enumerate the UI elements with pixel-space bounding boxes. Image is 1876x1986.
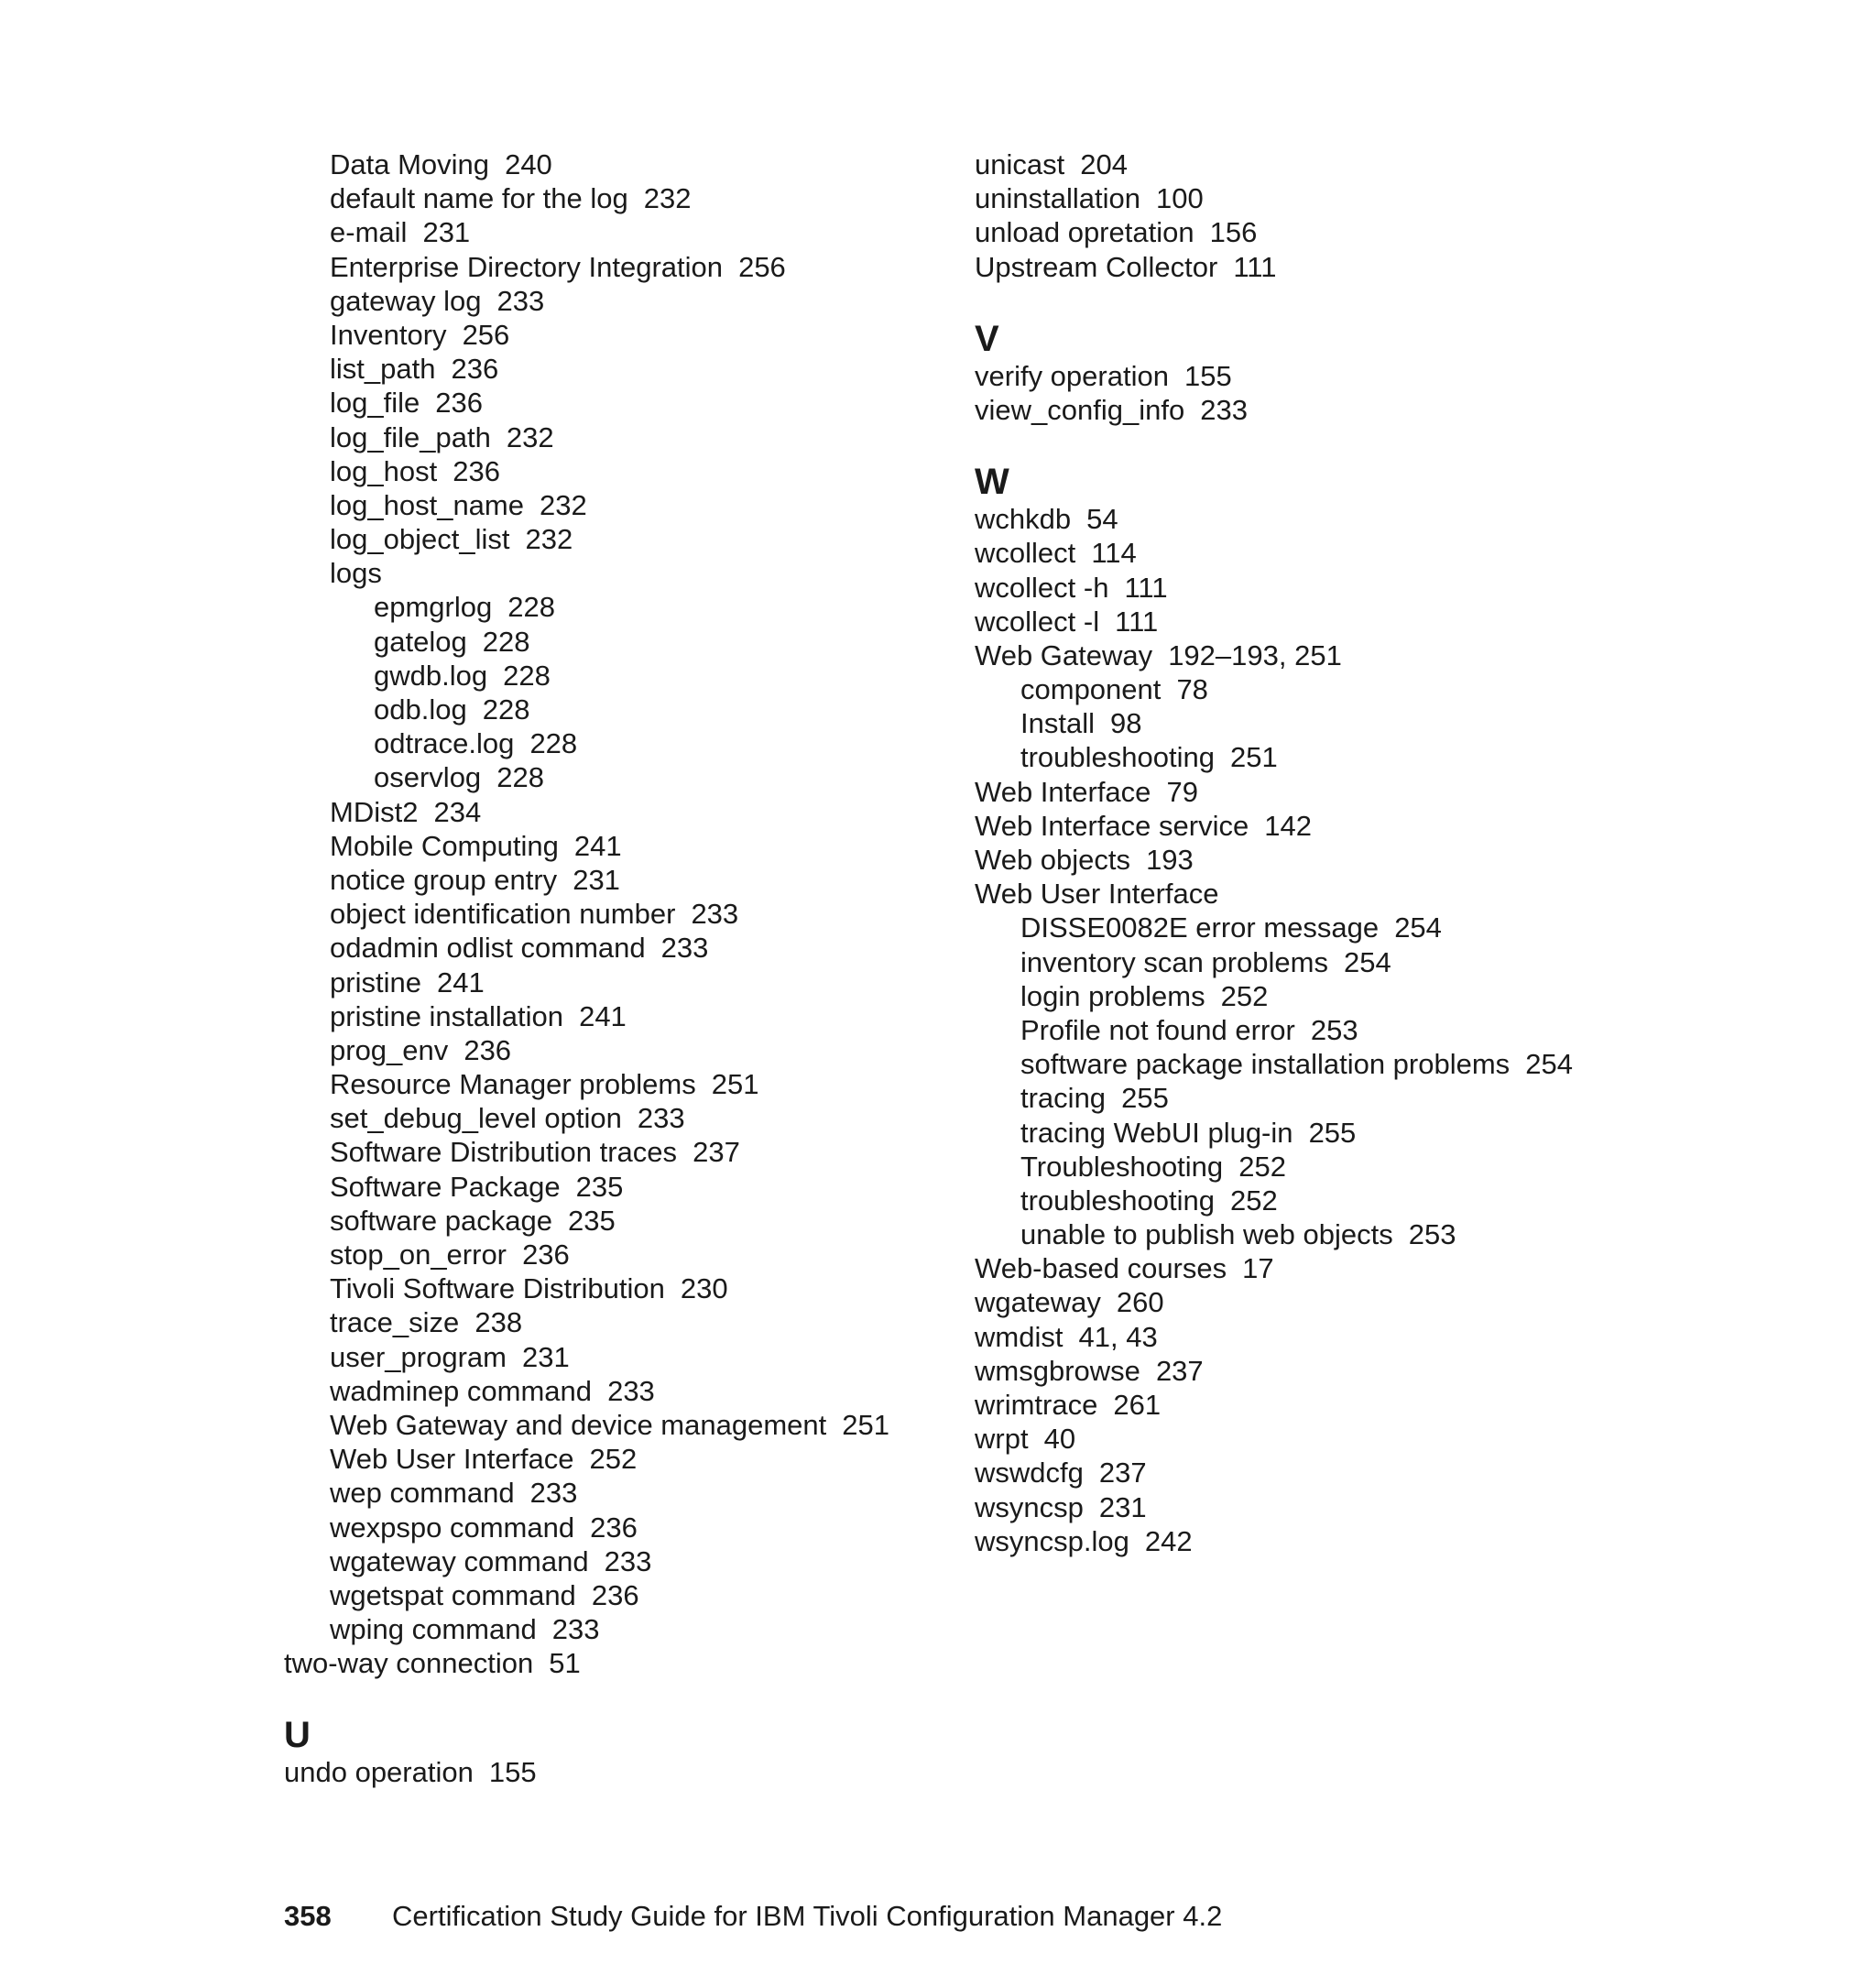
index-page-ref: 228 (507, 591, 556, 624)
index-term: list_path (330, 353, 436, 386)
index-page-ref: 261 (1113, 1389, 1162, 1421)
index-term: verify operation (975, 359, 1169, 392)
index-entry (284, 726, 889, 760)
index-term: login problems (1020, 979, 1205, 1012)
index-term: uninstallation (975, 182, 1140, 215)
index-page-ref: 241 (436, 966, 485, 998)
index-entry (975, 1150, 1573, 1184)
index-term: gateway log (330, 284, 482, 317)
index-page-ref: 228 (482, 625, 530, 658)
index-entry (284, 215, 889, 249)
index-entry (284, 625, 889, 659)
index-page-ref: 235 (568, 1204, 616, 1237)
index-page-ref: 232 (643, 182, 692, 215)
section-letter-heading: W (975, 462, 1009, 503)
index-page-ref: 231 (422, 216, 471, 249)
index-term: tracing WebUI plug-in (1020, 1116, 1293, 1149)
index-page-ref: 252 (589, 1443, 638, 1476)
index-entry (284, 1511, 889, 1544)
index-entry (284, 1101, 889, 1135)
index-page-ref: 41, 43 (1078, 1320, 1158, 1353)
page-footer (284, 1898, 1222, 1935)
index-page-ref: 251 (711, 1068, 759, 1101)
index-term: oservlog (374, 761, 482, 794)
index-term: default name for the log (330, 182, 628, 215)
index-entry (975, 1354, 1573, 1388)
index-term: log_file_path (330, 420, 491, 453)
index-term: user_program (330, 1340, 507, 1373)
index-page-ref: 111 (1115, 605, 1159, 638)
index-page-ref: 98 (1110, 707, 1142, 740)
index-entry (284, 352, 889, 386)
index-page-ref: 155 (488, 1756, 537, 1789)
index-page-ref: 233 (551, 1613, 600, 1646)
index-entry (284, 1544, 889, 1578)
index-term: odadmin odlist command (330, 932, 646, 965)
index-term: Web User Interface (330, 1443, 574, 1476)
index-term: stop_on_error (330, 1239, 507, 1271)
index-term: log_object_list (330, 523, 510, 556)
index-term: logs (330, 557, 382, 590)
index-term: troubleshooting (1020, 741, 1215, 774)
index-entry (975, 147, 1573, 181)
index-entry (284, 1135, 889, 1169)
index-term: log_host_name (330, 488, 524, 521)
index-entry (284, 420, 889, 454)
index-term: set_debug_level option (330, 1102, 622, 1135)
index-entry (975, 979, 1573, 1013)
index-entry (284, 897, 889, 931)
index-term: wrimtrace (975, 1389, 1098, 1421)
index-entry (284, 284, 889, 318)
index-page-ref: 232 (525, 523, 573, 556)
index-page-ref: 253 (1408, 1218, 1456, 1251)
index-entry (284, 1340, 889, 1374)
index-page-ref: 240 (505, 148, 552, 180)
index-entry (975, 877, 1573, 911)
section-gap (975, 427, 1573, 464)
index-column-left (284, 147, 889, 1790)
index-entry (975, 740, 1573, 774)
index-page-ref: 231 (522, 1340, 570, 1373)
index-entry (975, 1524, 1573, 1558)
index-page-ref: 78 (1176, 673, 1208, 706)
index-entry (975, 1456, 1573, 1490)
index-page-ref: 233 (691, 898, 739, 931)
book-title: Certification Study Guide for IBM Tivoli Configuration Manager 4.2 (392, 1900, 1223, 1932)
index-entry (284, 1238, 889, 1271)
index-entry (284, 522, 889, 556)
index-entry (284, 795, 889, 829)
index-entry (975, 1116, 1573, 1150)
index-page-ref: 233 (660, 932, 709, 965)
index-page-ref: 256 (738, 250, 786, 283)
index-page-ref: 233 (607, 1374, 655, 1407)
index-entry (284, 1170, 889, 1204)
index-page-ref: 100 (1156, 182, 1204, 215)
index-entry (284, 590, 889, 624)
index-entry (975, 1184, 1573, 1217)
index-entry (975, 181, 1573, 215)
index-page-ref: 54 (1086, 503, 1118, 536)
index-page-ref: 228 (482, 693, 530, 726)
index-entry (284, 1408, 889, 1442)
index-page-ref: 231 (1098, 1490, 1147, 1523)
index-term: wgateway (975, 1286, 1101, 1319)
index-entry (284, 556, 889, 590)
index-entry (975, 1422, 1573, 1456)
index-page-ref: 233 (604, 1544, 652, 1577)
index-entry (975, 536, 1573, 570)
index-term: component (1020, 673, 1162, 706)
index-page-ref: 228 (529, 727, 578, 760)
index-entry (284, 1067, 889, 1101)
index-page-ref: 51 (549, 1647, 581, 1680)
index-page-ref: 233 (1200, 393, 1248, 426)
index-entry (284, 1476, 889, 1510)
index-term: two-way connection (284, 1647, 534, 1680)
index-term: odb.log (374, 693, 467, 726)
index-entry (975, 1320, 1573, 1354)
index-term: log_host (330, 454, 438, 487)
index-page-ref: 233 (496, 284, 545, 317)
section-gap (975, 284, 1573, 321)
index-page-ref: 238 (474, 1306, 523, 1339)
index-term: MDist2 (330, 795, 419, 828)
index-term: wexpspo command (330, 1511, 575, 1544)
index-entry (284, 147, 889, 181)
index-page-ref: 228 (496, 761, 544, 794)
index-entry (284, 693, 889, 726)
index-entry (284, 250, 889, 284)
index-entry (284, 488, 889, 522)
index-entry (975, 843, 1573, 877)
index-page-ref: 231 (573, 863, 620, 896)
index-entry (284, 1612, 889, 1646)
index-term: gwdb.log (374, 659, 488, 692)
index-page-ref: 17 (1242, 1252, 1274, 1285)
index-term: wgateway command (330, 1544, 589, 1577)
index-entry (975, 605, 1573, 638)
index-entry (975, 638, 1573, 672)
index-page-ref: 236 (590, 1511, 638, 1544)
index-page-ref: 260 (1116, 1286, 1164, 1319)
index-column-right (975, 147, 1573, 1558)
index-page-ref: 232 (540, 488, 587, 521)
index-entry (284, 1271, 889, 1305)
index-entry (975, 571, 1573, 605)
index-entry (284, 1204, 889, 1238)
page-number: 358 (284, 1900, 332, 1932)
index-page-ref: 252 (1220, 979, 1269, 1012)
index-term: wmsgbrowse (975, 1354, 1140, 1387)
index-term: wadminep command (330, 1374, 593, 1407)
index-page-ref: 233 (637, 1102, 685, 1135)
index-term: wcollect -h (975, 571, 1109, 604)
index-term: wswdcfg (975, 1457, 1084, 1490)
index-entry (284, 1305, 889, 1339)
index-term: Web Gateway (975, 638, 1153, 671)
index-page-ref: 79 (1166, 775, 1198, 808)
index-entry (975, 393, 1573, 427)
index-term: Resource Manager problems (330, 1068, 696, 1101)
index-page-ref: 193 (1146, 844, 1194, 876)
index-term: unicast (975, 148, 1065, 180)
index-page-ref: 237 (693, 1136, 740, 1169)
index-term: prog_env (330, 1033, 449, 1066)
index-page-ref: 228 (503, 659, 551, 692)
index-entry (975, 1285, 1573, 1319)
index-page-ref: 237 (1155, 1354, 1204, 1387)
index-page-ref: 236 (435, 387, 484, 420)
index-term: Inventory (330, 318, 447, 351)
index-entry (284, 454, 889, 488)
index-term: Web-based courses (975, 1252, 1227, 1285)
index-page-ref: 241 (573, 829, 622, 862)
index-page-ref: 255 (1121, 1082, 1169, 1115)
index-term: wep command (330, 1477, 515, 1510)
index-entry (975, 359, 1573, 393)
index-entry (284, 1442, 889, 1476)
index-entry (975, 215, 1573, 249)
index-page-ref: 251 (842, 1408, 890, 1441)
index-term: DISSE0082E error message (1020, 911, 1380, 944)
index-term: undo operation (284, 1756, 474, 1789)
index-term: view_config_info (975, 393, 1185, 426)
index-entry (284, 966, 889, 999)
index-entry (975, 775, 1573, 809)
index-page-ref: 236 (451, 353, 499, 386)
section-letter-heading: V (975, 318, 999, 359)
index-term: software package (330, 1204, 552, 1237)
index-page-ref: 254 (1344, 945, 1391, 978)
index-entry (975, 911, 1573, 944)
index-page-ref: 253 (1310, 1013, 1358, 1046)
index-page-ref: 230 (680, 1272, 728, 1305)
index-entry (284, 1374, 889, 1408)
index-page-ref: 251 (1230, 741, 1278, 774)
index-term: wgetspat command (330, 1578, 576, 1611)
index-entry (284, 181, 889, 215)
index-term: wping command (330, 1613, 537, 1646)
index-term: gatelog (374, 625, 467, 658)
index-entry (975, 1081, 1573, 1115)
index-page-ref: 256 (462, 318, 510, 351)
index-entry (975, 809, 1573, 843)
index-page-ref: 111 (1233, 250, 1277, 283)
index-page-ref: 232 (506, 420, 554, 453)
index-term: Software Package (330, 1170, 561, 1203)
index-term: Enterprise Directory Integration (330, 250, 724, 283)
index-term: wcollect (975, 537, 1076, 570)
index-page-ref: 254 (1525, 1048, 1573, 1081)
index-page-ref: 114 (1091, 537, 1137, 570)
index-term: unload opretation (975, 216, 1194, 249)
index-page-ref: 236 (453, 454, 500, 487)
index-page-ref: 236 (522, 1239, 570, 1271)
index-term: Profile not found error (1020, 1013, 1295, 1046)
index-page-ref: 252 (1238, 1150, 1286, 1183)
index-page-ref: 237 (1098, 1457, 1147, 1490)
index-page-ref: 242 (1144, 1524, 1193, 1557)
index-term: object identification number (330, 898, 676, 931)
index-page-ref: 155 (1184, 359, 1232, 392)
index-term: wmdist (975, 1320, 1063, 1353)
index-term: Tivoli Software Distribution (330, 1272, 665, 1305)
index-entry (284, 318, 889, 352)
index-term: inventory scan problems (1020, 945, 1328, 978)
index-page-ref: 156 (1209, 216, 1258, 249)
index-term: Mobile Computing (330, 829, 559, 862)
index-entry (284, 760, 889, 794)
index-page-ref: 40 (1043, 1423, 1076, 1456)
index-term: Web Interface (975, 775, 1151, 808)
index-term: log_file (330, 387, 420, 420)
index-term: wchkdb (975, 503, 1072, 536)
index-entry (284, 931, 889, 965)
index-entry (284, 1646, 889, 1680)
index-entry (975, 1490, 1573, 1524)
index-term: wcollect -l (975, 605, 1100, 638)
index-term: trace_size (330, 1306, 460, 1339)
index-term: Web Interface service (975, 809, 1249, 842)
index-page-ref: 236 (591, 1578, 639, 1611)
index-term: Web User Interface (975, 878, 1219, 911)
index-entry (284, 1033, 889, 1067)
index-term: Troubleshooting (1020, 1150, 1224, 1183)
index-entry (975, 1251, 1573, 1285)
index-term: Web Gateway and device management (330, 1408, 827, 1441)
index-term: Upstream Collector (975, 250, 1218, 283)
index-term: epmgrlog (374, 591, 493, 624)
index-page-ref: 192–193, 251 (1168, 638, 1342, 671)
index-term: troubleshooting (1020, 1184, 1215, 1217)
index-entry (975, 672, 1573, 706)
index-term: Data Moving (330, 148, 490, 180)
index-term: pristine (330, 966, 421, 998)
index-entry (975, 250, 1573, 284)
index-term: wsyncsp (975, 1490, 1084, 1523)
index-entry (975, 1388, 1573, 1422)
index-term: e-mail (330, 216, 408, 249)
index-entry (975, 502, 1573, 536)
index-entry (284, 659, 889, 693)
index-entry (975, 945, 1573, 979)
index-page-ref: 204 (1080, 148, 1129, 180)
section-letter-heading: U (284, 1715, 311, 1756)
index-page-ref: 235 (575, 1170, 624, 1203)
index-page-ref: 241 (579, 999, 627, 1032)
index-term: wrpt (975, 1423, 1029, 1456)
index-entry (284, 863, 889, 897)
index-term: unable to publish web objects (1020, 1218, 1393, 1251)
index-page-ref: 111 (1124, 571, 1168, 604)
index-term: software package installation problems (1020, 1048, 1511, 1081)
index-page-ref: 236 (464, 1033, 512, 1066)
index-term: Web objects (975, 844, 1131, 876)
index-entry (284, 829, 889, 863)
index-page-ref: 142 (1264, 809, 1313, 842)
index-entry (975, 1217, 1573, 1251)
index-entry (284, 1755, 889, 1789)
index-page-ref: 233 (529, 1477, 578, 1510)
index-page-ref: 255 (1308, 1116, 1357, 1149)
index-term: odtrace.log (374, 727, 515, 760)
index-page-ref: 252 (1230, 1184, 1278, 1217)
index-page-ref: 234 (433, 795, 482, 828)
index-term: pristine installation (330, 999, 564, 1032)
section-gap (284, 1680, 889, 1717)
index-page-ref: 254 (1394, 911, 1442, 944)
index-term: Software Distribution traces (330, 1136, 678, 1169)
index-term: wsyncsp.log (975, 1524, 1129, 1557)
index-entry (284, 386, 889, 420)
index-entry (284, 1578, 889, 1612)
index-entry (975, 1047, 1573, 1081)
index-term: tracing (1020, 1082, 1107, 1115)
index-entry (975, 1013, 1573, 1047)
index-entry (975, 706, 1573, 740)
index-term: notice group entry (330, 863, 558, 896)
index-entry (284, 999, 889, 1033)
index-term: Install (1020, 707, 1095, 740)
